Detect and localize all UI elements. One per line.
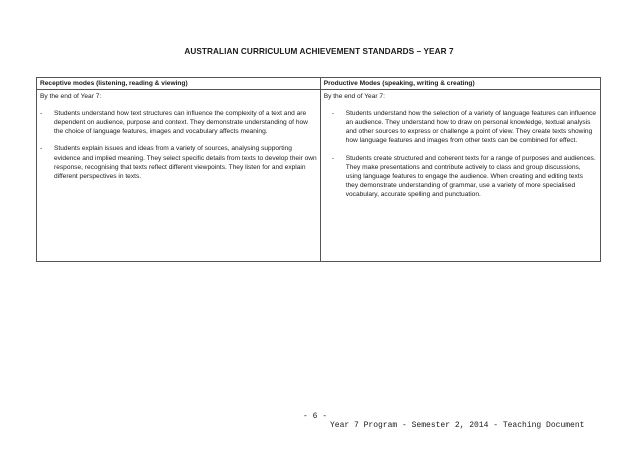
productive-intro: By the end of Year 7: xyxy=(323,93,385,101)
receptive-modes-heading: Receptive modes (listening, reading & viewing) xyxy=(37,78,321,90)
page-number: - 6 - xyxy=(303,412,328,421)
receptive-intro: By the end of Year 7: xyxy=(40,93,102,101)
document-title: AUSTRALIAN CURRICULUM ACHIEVEMENT STANDARDS – YEAR 7 xyxy=(184,47,454,56)
table-header-row xyxy=(37,78,601,90)
productive-point-2: Students create structured and coherent texts for a range of purposes and audiences. They make presentations and contribute actively to class and group discussions, using language features to engage the audience. When creating and editing texts they demonstrate understanding of grammar, use a variety of more specialised vocabulary, accurate spelling and punctuation. xyxy=(345,154,596,198)
productive-point-1: Students understand how the selection of a variety of language features can influence an audience. They understand how to draw on personal knowledge, textual analysis and other sources to express or challenge a point of view. They create texts showing how language features and images from other texts can be combined for effect. xyxy=(345,110,597,145)
dash-bullet: - xyxy=(40,110,43,118)
dash-bullet: - xyxy=(40,145,43,153)
achievement-standards-table xyxy=(36,77,601,262)
dash-bullet: - xyxy=(331,110,334,118)
productive-modes-cell xyxy=(320,90,600,262)
list-item xyxy=(40,144,317,180)
receptive-point-2: Students explain issues and ideas from a variety of sources, analysing supporting evidence and implied meaning. They select specific details from texts to develop their own response, recognising that texts reflect different viewpoints. They listen for and explain different perspectives in texts. xyxy=(54,145,317,180)
list-item xyxy=(40,109,317,136)
document-footer: Year 7 Program - Semester 2, 2014 - Teaching Document xyxy=(330,421,585,430)
receptive-modes-cell xyxy=(37,90,321,262)
productive-modes-heading: Productive Modes (speaking, writing & creating) xyxy=(320,78,600,90)
receptive-point-1: Students understand how text structures can influence the complexity of a text and are dependent on audience, purpose and context. They demonstrate understanding of how the choice of language features, images and vocabulary affects meaning. xyxy=(54,110,308,136)
dash-bullet: - xyxy=(331,154,334,162)
table-body-row xyxy=(37,90,601,262)
list-item xyxy=(324,154,597,199)
list-item xyxy=(324,109,597,145)
